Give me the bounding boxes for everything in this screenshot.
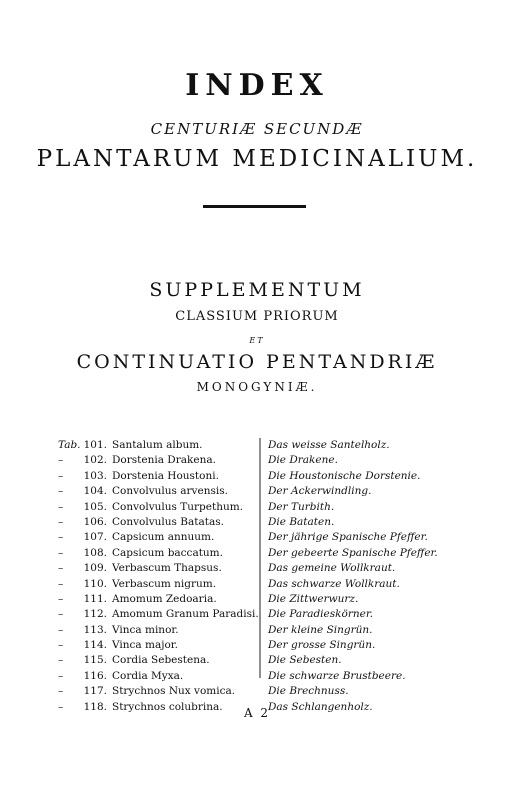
latin-name: Strychnos Nux vomica. xyxy=(112,685,236,698)
row-prefix: – xyxy=(58,562,64,575)
latin-name: Cordia Sebestena. xyxy=(112,654,210,667)
german-name: Der grosse Singrün. xyxy=(268,639,376,652)
row-number: 116. xyxy=(83,669,107,682)
latin-name: Vinca minor. xyxy=(112,623,179,636)
latin-name: Vinca major. xyxy=(112,639,178,652)
german-name: Die Zittwerwurz. xyxy=(268,592,359,605)
row-number: 112. xyxy=(83,608,107,621)
german-name: Die Paradieskörner. xyxy=(268,608,374,621)
latin-name: Convolvulus arvensis. xyxy=(112,485,228,498)
latin-name: Dorstenia Houstoni. xyxy=(112,469,219,482)
row-number: 101. xyxy=(83,439,107,451)
row-number: 111. xyxy=(83,592,107,605)
row-number: 105. xyxy=(83,500,107,513)
latin-name: Amomum Zedoaria. xyxy=(112,592,217,605)
row-prefix: – xyxy=(58,700,64,713)
row-prefix: – xyxy=(58,577,64,590)
row-prefix: – xyxy=(58,531,64,544)
decorative-vertical-rule xyxy=(256,438,264,678)
row-number: 118. xyxy=(83,700,107,713)
german-name: Das schwarze Wollkraut. xyxy=(268,577,400,590)
index-row xyxy=(0,684,514,699)
row-number: 109. xyxy=(83,562,107,575)
row-prefix: – xyxy=(58,654,64,667)
latin-name: Capsicum annuum. xyxy=(112,531,215,544)
row-prefix: – xyxy=(58,639,64,652)
german-name: Die Drakene. xyxy=(268,454,338,467)
german-name: Die Houstonische Dorstenie. xyxy=(268,469,421,482)
row-number: 114. xyxy=(83,639,107,652)
heading-et: ET xyxy=(249,336,265,345)
latin-name: Verbascum Thapsus. xyxy=(112,562,222,575)
latin-name: Convolvulus Turpethum. xyxy=(112,500,244,513)
row-number: 103. xyxy=(83,469,107,482)
latin-name: Santalum album. xyxy=(112,439,203,451)
latin-name: Cordia Myxa. xyxy=(112,669,184,682)
latin-name: Capsicum baccatum. xyxy=(112,546,223,559)
row-number: 108. xyxy=(83,546,107,559)
row-prefix: – xyxy=(58,454,64,467)
row-number: 104. xyxy=(83,485,107,498)
heading-classium: CLASSIUM PRIORUM xyxy=(175,309,339,324)
row-number: 102. xyxy=(83,454,107,467)
german-name: Der Turbith. xyxy=(268,500,335,513)
row-prefix: – xyxy=(58,469,64,482)
german-name: Der kleine Singrün. xyxy=(268,623,373,636)
subtitle-centuriae: CENTURIÆ SECUNDÆ xyxy=(150,120,364,138)
row-prefix: – xyxy=(58,623,64,636)
heading-monogyniae: MONOGYNIÆ. xyxy=(196,380,318,394)
latin-name: Dorstenia Drakena. xyxy=(112,454,216,467)
row-prefix: – xyxy=(58,608,64,621)
german-name: Die Brechnuss. xyxy=(268,685,349,698)
decorative-rule xyxy=(203,205,306,208)
page-title: INDEX xyxy=(185,68,329,103)
signature-mark: A 2 xyxy=(243,706,271,720)
german-name: Der Ackerwindling. xyxy=(268,485,372,498)
latin-name: Convolvulus Batatas. xyxy=(112,515,224,528)
row-number: 113. xyxy=(83,623,107,636)
german-name: Das gemeine Wollkraut. xyxy=(268,562,396,575)
german-name: Der gebeerte Spanische Pfeffer. xyxy=(268,546,438,559)
row-prefix: – xyxy=(58,515,64,528)
german-name: Die Sebesten. xyxy=(268,654,342,667)
row-number: 117. xyxy=(83,685,107,698)
latin-name: Amomum Granum Paradisi. xyxy=(112,608,259,621)
subtitle-plantarum: PLANTARUM MEDICINALIUM. xyxy=(36,146,478,172)
row-prefix: – xyxy=(58,500,64,513)
row-number: 106. xyxy=(83,515,107,528)
latin-name: Verbascum nigrum. xyxy=(112,577,217,590)
german-name: Das weisse Santelholz. xyxy=(268,439,390,451)
row-prefix: – xyxy=(58,485,64,498)
german-name: Der jährige Spanische Pfeffer. xyxy=(268,531,428,544)
row-prefix: – xyxy=(58,592,64,605)
row-prefix: – xyxy=(58,685,64,698)
row-number: 107. xyxy=(83,531,107,544)
row-number: 110. xyxy=(83,577,107,590)
row-prefix: Tab. xyxy=(58,439,81,451)
german-name: Das Schlangenholz. xyxy=(268,700,373,713)
row-prefix: – xyxy=(58,669,64,682)
row-prefix: – xyxy=(58,546,64,559)
heading-supplementum: SUPPLEMENTUM xyxy=(149,279,365,301)
german-name: Die schwarze Brustbeere. xyxy=(268,669,406,682)
heading-continuatio: CONTINUATIO PENTANDRIÆ xyxy=(76,351,438,373)
german-name: Die Bataten. xyxy=(268,515,335,528)
latin-name: Strychnos colubrina. xyxy=(112,700,223,713)
row-number: 115. xyxy=(83,654,107,667)
